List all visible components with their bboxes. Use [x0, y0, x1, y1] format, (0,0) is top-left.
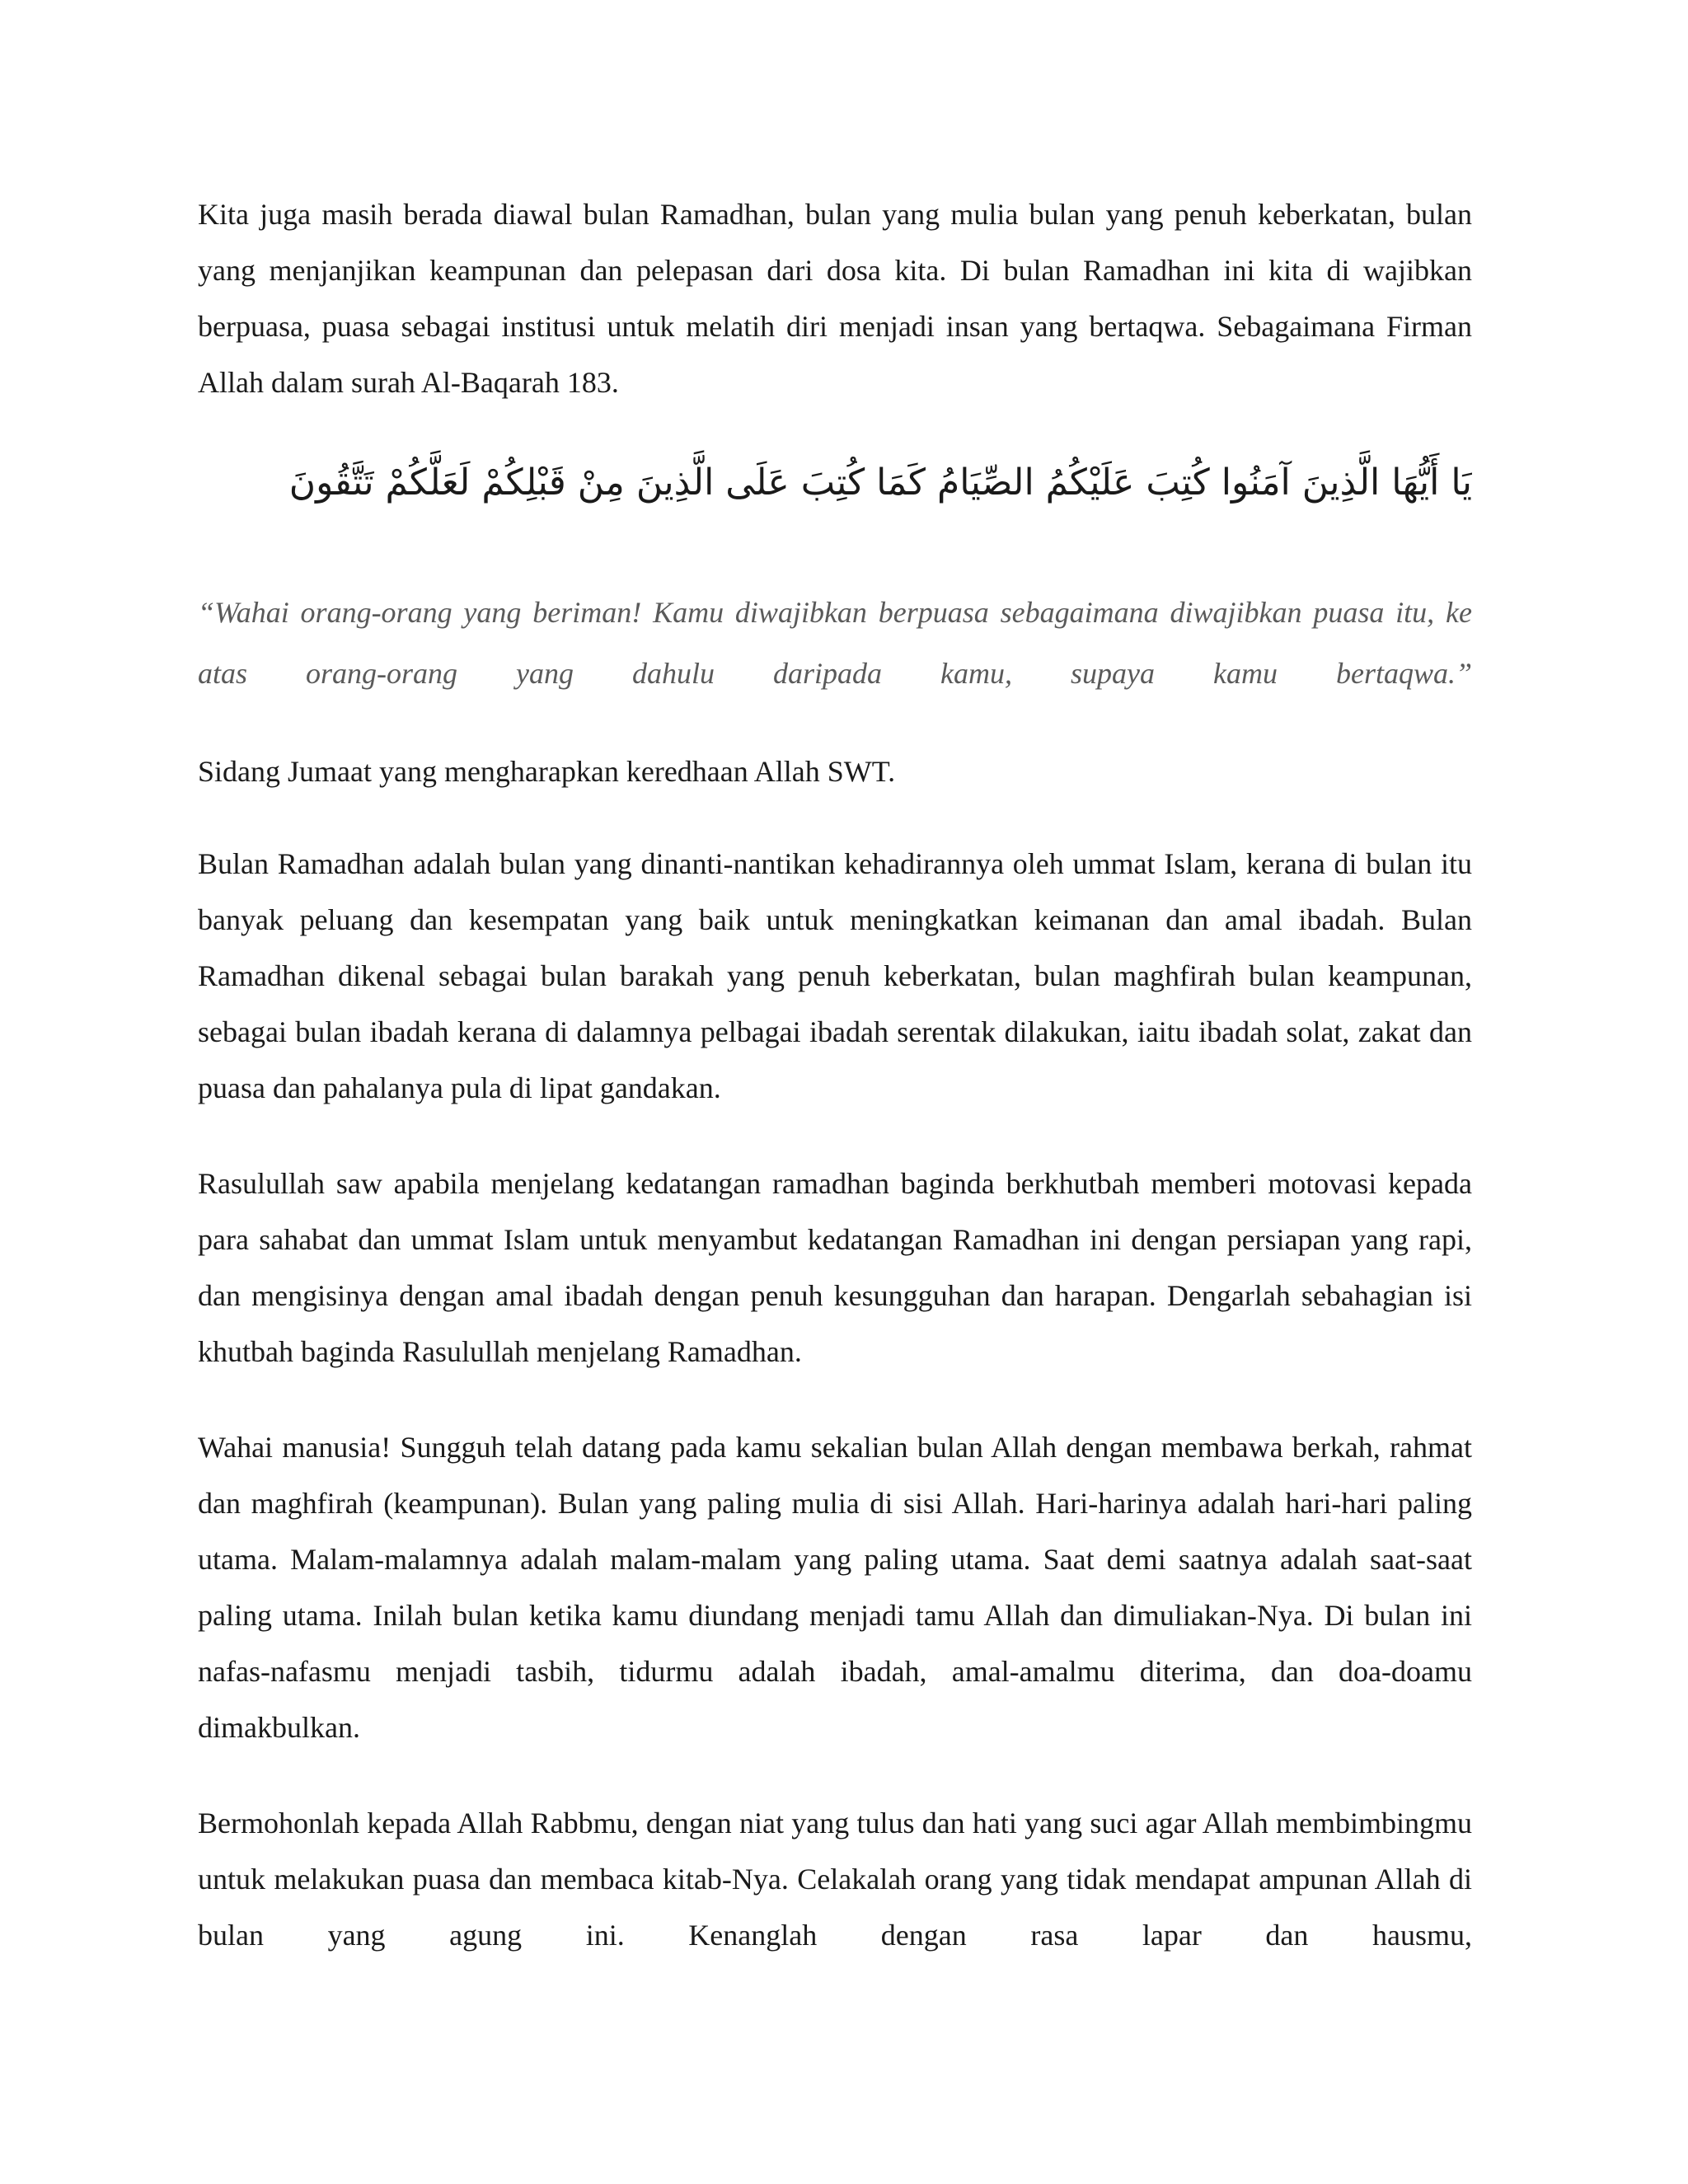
paragraph-wahai-manusia: Wahai manusia! Sungguh telah datang pada kamu sekalian bulan Allah dengan membawa berkah, rahmat dan maghfirah (keampunan). Bulan yang paling mulia di sisi Allah. Hari-harinya adalah hari-hari paling utama. Malam-malamnya adalah malam-malam yang paling utama. Saat demi saatnya adalah saat-saat paling utama. Inilah bulan ketika kamu diundang menjadi tamu Allah dan dimuliakan-Nya. Di bulan ini nafas-nafasmu menjadi tasbih, tidurmu adalah ibadah, amal-amalmu diterima, dan doa-doamu dimakbulkan. — [198, 1431, 1472, 1744]
verse-translation: “Wahai orang-orang yang beriman! Kamu diwajibkan berpuasa sebagaimana diwajibkan puasa itu, ke atas orang-orang yang dahulu daripada kamu, supaya kamu bertaqwa.” — [198, 596, 1472, 690]
document-page — [198, 186, 1472, 1963]
paragraph-bermohonlah: Bermohonlah kepada Allah Rabbmu, dengan niat yang tulus dan hati yang suci agar Allah membimbingmu untuk melakukan puasa dan membaca kitab-Nya. Celakalah orang yang tidak mendapat ampunan Allah di bulan yang agung ini. Kenanglah dengan rasa lapar dan hausmu, — [198, 1807, 1472, 1952]
paragraph-bulan-ramadhan: Bulan Ramadhan adalah bulan yang dinanti-nantikan kehadirannya oleh ummat Islam, kerana di bulan itu banyak peluang dan kesempatan yang baik untuk meningkatkan keimanan dan amal ibadah. Bulan Ramadhan dikenal sebagai bulan barakah yang penuh keberkatan, bulan maghfirah bulan keampunan, sebagai bulan ibadah kerana di dalamnya pelbagai ibadah serentak dilakukan, iaitu ibadah solat, zakat dan puasa dan pahalanya pula di lipat gandakan. — [198, 847, 1472, 1104]
arabic-verse: يَا أَيُّهَا الَّذِينَ آمَنُوا كُتِبَ عَلَيْكُمُ الصِّيَامُ كَمَا كُتِبَ عَلَى الَّذِينَ مِنْ قَبْلِكُمْ لَعَلَّكُمْ تَتَّقُونَ — [288, 462, 1472, 504]
paragraph-sidang: Sidang Jumaat yang mengharapkan keredhaan Allah SWT. — [198, 755, 896, 788]
paragraph-rasulullah: Rasulullah saw apabila menjelang kedatangan ramadhan baginda berkhutbah memberi motovasi kepada para sahabat dan ummat Islam untuk menyambut kedatangan Ramadhan ini dengan persiapan yang rapi, dan mengisinya dengan amal ibadah dengan penuh kesungguhan dan harapan. Dengarlah sebahagian isi khutbah baginda Rasulullah menjelang Ramadhan. — [198, 1167, 1472, 1368]
paragraph-intro: Kita juga masih berada diawal bulan Ramadhan, bulan yang mulia bulan yang penuh keberkatan, bulan yang menjanjikan keampunan dan pelepasan dari dosa kita. Di bulan Ramadhan ini kita di wajibkan berpuasa, puasa sebagai institusi untuk melatih diri menjadi insan yang bertaqwa. Sebagaimana Firman Allah dalam surah Al-Baqarah 183. — [198, 198, 1472, 399]
